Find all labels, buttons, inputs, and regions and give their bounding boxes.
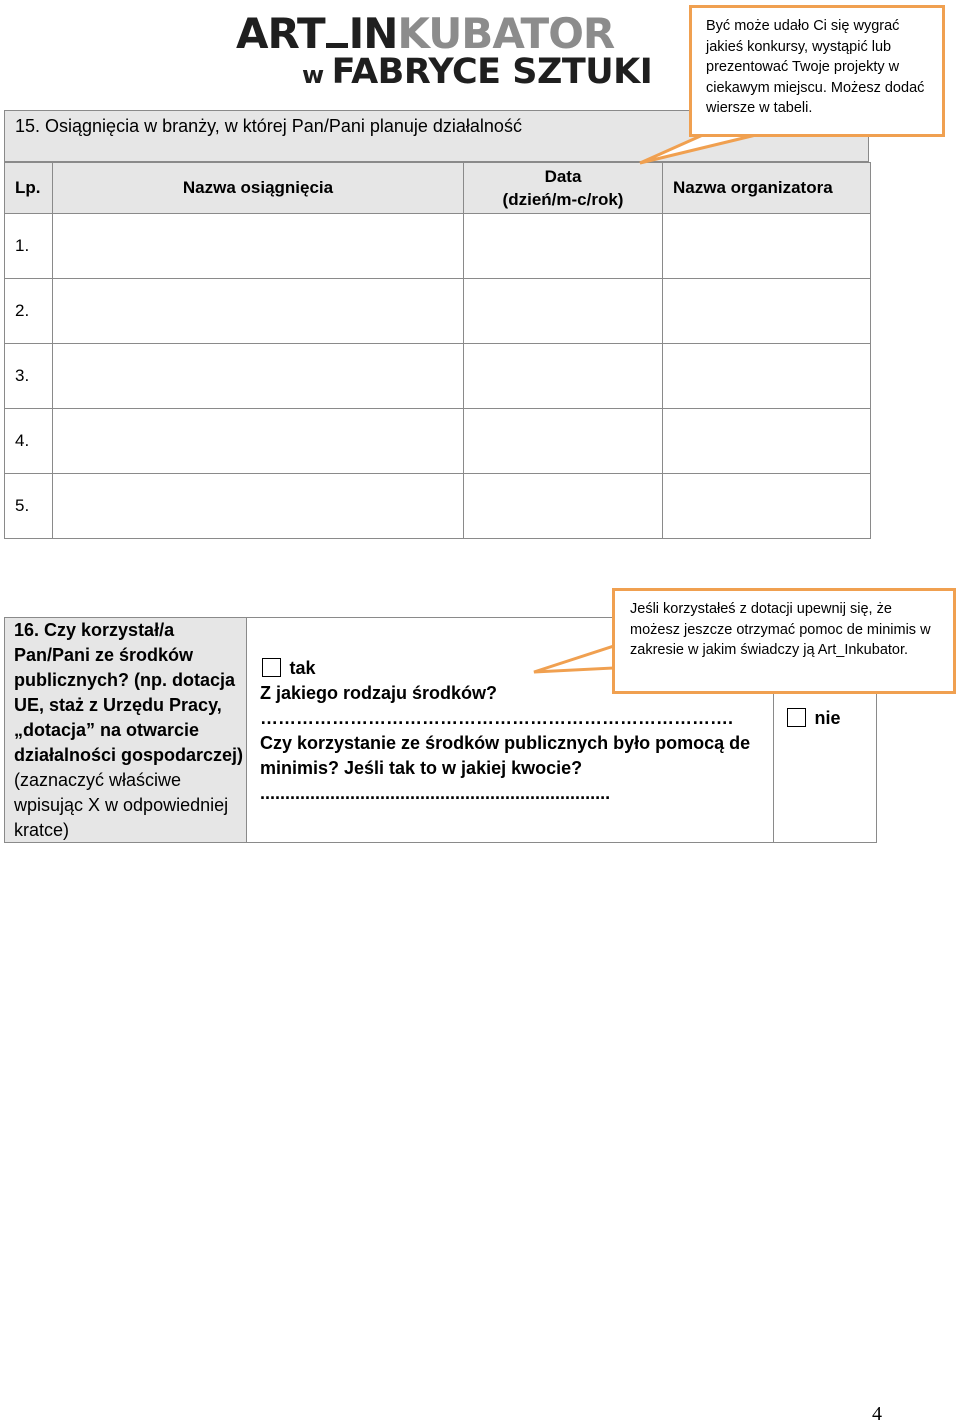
section16-question <box>4 617 247 843</box>
row-number: 1. <box>5 214 53 279</box>
logo-art: ART <box>236 9 325 58</box>
logo-kubator: KUBATOR <box>397 9 615 58</box>
callout-tip-achievements: Być może udało Ci się wygrać jakieś konkursy, wystąpić lub prezentować Twoje projekty w ciekawym miejscu. Możesz dodać wiersze w tabeli. <box>689 5 945 137</box>
section15-title: 15. Osiągnięcia w branży, w której Pan/Pani planuje działalność <box>4 110 869 162</box>
row-number: 4. <box>5 409 53 474</box>
logo-fabryce-sztuki: FABRYCE SZTUKI <box>331 52 653 92</box>
tak-option[interactable] <box>262 656 315 681</box>
callout1-pointer <box>640 134 760 163</box>
funds-type-answer-line[interactable]: ……………………………………………………………………. <box>260 708 734 728</box>
header-org: Nazwa organizatora <box>663 163 871 214</box>
header-date-line1: Data <box>544 167 582 186</box>
tak-label: tak <box>289 658 316 678</box>
logo-w: w <box>302 61 324 89</box>
header-lp: Lp. <box>5 163 53 214</box>
de-minimis-question: Czy korzystanie ze środków publicznych było pomocą de minimis? Jeśli tak to w jakiej kwocie? <box>260 733 751 778</box>
section16-question-bold: 16. Czy korzystał/a Pan/Pani ze środków publicznych? (np. dotacja UE, staż z Urzędu Pracy, „dotacja” na otwarcie działalności gospodarczej) <box>14 620 244 765</box>
section16-question-note: (zaznaczyć właściwe wpisując X w odpowiedniej kratce) <box>14 770 229 840</box>
row-number: 2. <box>5 279 53 344</box>
logo-in: IN <box>348 9 398 58</box>
page-number: 4 <box>872 1403 882 1425</box>
nie-checkbox[interactable] <box>787 708 806 727</box>
nie-option[interactable] <box>787 706 840 731</box>
tak-checkbox[interactable] <box>262 658 281 677</box>
nie-label: nie <box>814 708 841 728</box>
de-minimis-answer-line[interactable]: ...................................................................... <box>260 783 611 803</box>
callout-tip-de-minimis: Jeśli korzystałeś z dotacji upewnij się, że możesz jeszcze otrzymać pomoc de minimis w zakresie w jakim świadczy ją Art_Inkubator. <box>612 588 956 694</box>
header-name: Nazwa osiągnięcia <box>53 163 464 214</box>
header-date-line2: (dzień/m-c/rok) <box>502 190 624 209</box>
funds-type-question: Z jakiego rodzaju środków? <box>260 683 498 703</box>
row-number: 5. <box>5 474 53 539</box>
row-number: 3. <box>5 344 53 409</box>
